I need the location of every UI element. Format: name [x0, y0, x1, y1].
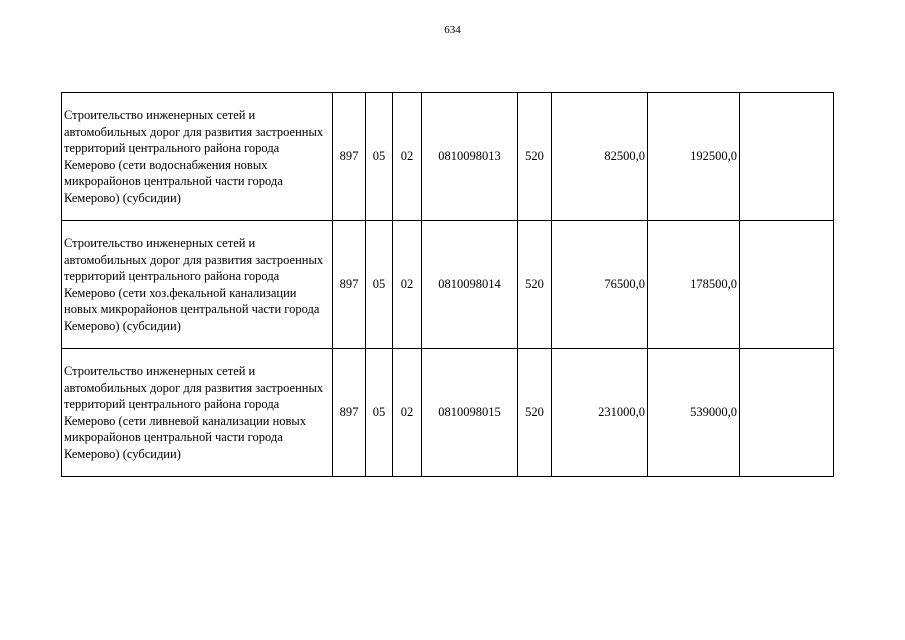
amount-2-cell: 192500,0 [648, 93, 740, 221]
amount-1-cell: 76500,0 [552, 221, 648, 349]
table-row [62, 349, 834, 477]
ministry-cell: 897 [333, 221, 366, 349]
section-cell: 05 [366, 221, 393, 349]
target-article-cell: 0810098013 [422, 93, 518, 221]
expense-type-cell: 520 [518, 93, 552, 221]
subsection-cell: 02 [393, 93, 422, 221]
target-article-cell: 0810098014 [422, 221, 518, 349]
subsection-cell: 02 [393, 349, 422, 477]
amount-1-cell: 231000,0 [552, 349, 648, 477]
description-cell: Строительство инженерных сетей и автомобильных дорог для развития застроенных территорий центрального района города Кемерово (сети хоз.фекальной канализации новых микрорайонов центральной части города Кемерово) (субсидии) [62, 221, 333, 349]
description-cell: Строительство инженерных сетей и автомобильных дорог для развития застроенных территорий центрального района города Кемерово (сети водоснабжения новых микрорайонов центральной части города Кемерово) (субсидии) [62, 93, 333, 221]
table-row [62, 221, 834, 349]
expense-type-cell: 520 [518, 221, 552, 349]
amount-1-cell: 82500,0 [552, 93, 648, 221]
budget-table [61, 92, 834, 477]
target-article-cell: 0810098015 [422, 349, 518, 477]
amount-2-cell: 539000,0 [648, 349, 740, 477]
amount-3-cell [740, 93, 834, 221]
section-cell: 05 [366, 93, 393, 221]
expense-type-cell: 520 [518, 349, 552, 477]
section-cell: 05 [366, 349, 393, 477]
page-number: 634 [444, 24, 461, 36]
description-cell: Строительство инженерных сетей и автомобильных дорог для развития застроенных территорий центрального района города Кемерово (сети ливневой канализации новых микрорайонов центральной части города Кемерово) (субсидии) [62, 349, 333, 477]
subsection-cell: 02 [393, 221, 422, 349]
ministry-cell: 897 [333, 93, 366, 221]
amount-3-cell [740, 221, 834, 349]
amount-2-cell: 178500,0 [648, 221, 740, 349]
amount-3-cell [740, 349, 834, 477]
ministry-cell: 897 [333, 349, 366, 477]
table-row [62, 93, 834, 221]
